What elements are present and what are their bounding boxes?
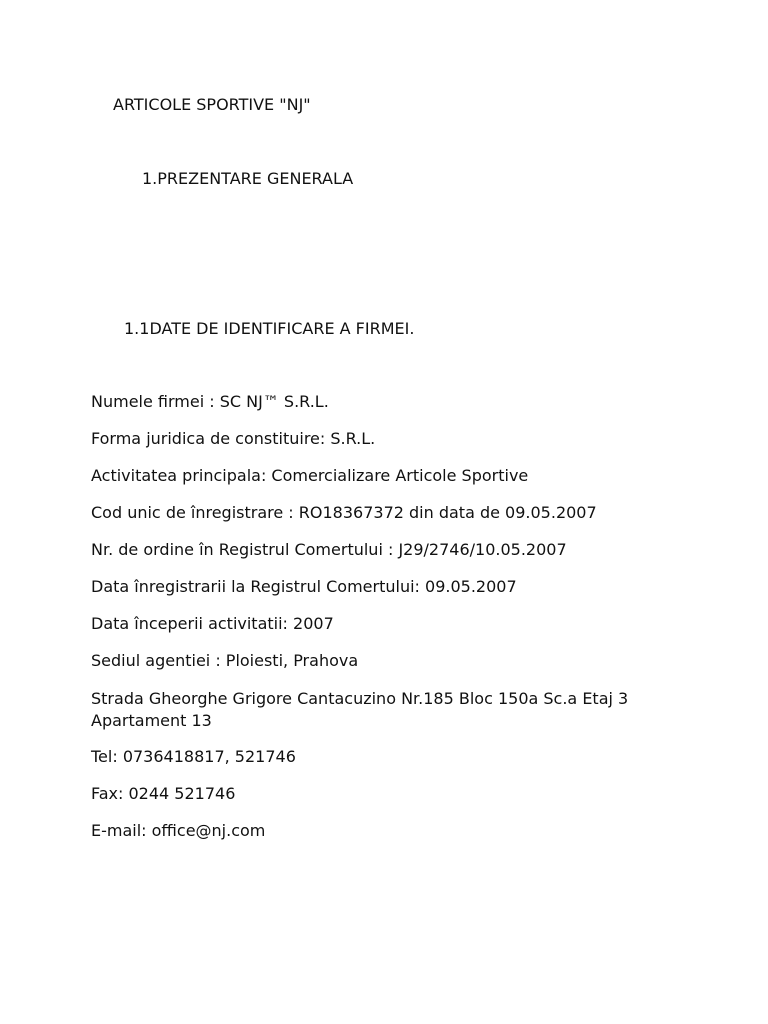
registration-date-line: Data înregistrarii la Registrul Comertului: 09.05.2007 bbox=[91, 577, 517, 596]
agency-headquarters-line: Sediul agentiei : Ploiesti, Prahova bbox=[91, 651, 359, 670]
activity-start-line: Data începerii activitatii: 2007 bbox=[91, 614, 334, 633]
trade-register-number-line: Nr. de ordine în Registrul Comertului : J29/2746/10.05.2007 bbox=[91, 540, 567, 559]
registration-code-line: Cod unic de înregistrare : RO18367372 din data de 09.05.2007 bbox=[91, 503, 597, 522]
phone-line: Tel: 0736418817, 521746 bbox=[91, 747, 296, 766]
legal-form-line: Forma juridica de constituire: S.R.L. bbox=[91, 429, 376, 448]
main-activity-line: Activitatea principala: Comercializare Articole Sportive bbox=[91, 466, 529, 485]
street-address-line: Strada Gheorghe Grigore Cantacuzino Nr.185 Bloc 150a Sc.a Etaj 3 Apartament 13 bbox=[91, 689, 629, 730]
email-line: E-mail: office@nj.com bbox=[91, 821, 266, 840]
section-heading: 1.PREZENTARE GENERALA bbox=[142, 169, 354, 188]
document-title: ARTICOLE SPORTIVE "NJ" bbox=[113, 95, 311, 114]
company-name-line: Numele firmei : SC NJ™ S.R.L. bbox=[91, 392, 329, 411]
subsection-heading: 1.1DATE DE IDENTIFICARE A FIRMEI. bbox=[124, 319, 415, 338]
company-details bbox=[91, 392, 691, 858]
fax-line: Fax: 0244 521746 bbox=[91, 784, 236, 803]
